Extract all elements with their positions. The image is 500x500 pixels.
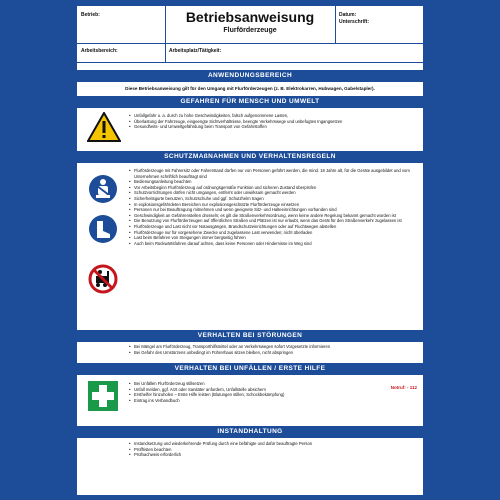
betriebsanweisung-sheet [77,6,423,495]
list-item: • Eintrag ins Verbandbuch [129,398,419,404]
list-item: • Personen nur bei Beauftragung mitnehmen und wenn geeignete Sitz- und Halteeinrichtungen vorhanden sind [129,207,419,213]
arbeitsplatz-label: Arbeitsplatz/Tätigkeit: [169,48,222,54]
schutz-list [129,168,419,246]
section-heading-instandhaltung: INSTANDHALTUNG [77,426,423,438]
unfaelle-list [129,381,419,403]
unterschrift-label: Unterschrift: [339,19,370,25]
arbeitsbereich-label: Arbeitsbereich: [81,48,118,54]
list-item: • Bei Gefahr des Umstürzens unbedingt im Führerhaus sitzen bleiben, nicht abspringen [129,350,419,356]
list-item: • Sicherheitsgurte benutzen, Schutzschuhe und ggf. Schutzhelm tragen [129,196,419,202]
safety-shoes-mandatory-icon [88,214,118,244]
list-item: • Last beim Befahren von Steigungen immer bergseitig führen [129,235,419,241]
list-item: • Bei Unfällen Flurförderzeug stillsetzen [129,381,419,387]
section-heading-anwendungsbereich: ANWENDUNGSBEREICH [77,70,423,82]
emergency-number: Notruf: - 112 [390,385,417,390]
unfaelle-section [77,377,423,417]
list-item: • In explosionsgefährdeten Bereichen nur explosionsgeschützte Flurförderzeuge einsetzen [129,202,419,208]
seatbelt-mandatory-icon [88,174,118,204]
list-item: • Schutzvorrichtungen dürfen nicht umgangen, entfernt oder unwirksam gemacht werden [129,190,419,196]
datum-label: Datum: [339,12,357,18]
gefahren-section [77,110,423,146]
no-passengers-prohibition-icon [88,264,118,294]
header-table [77,6,423,63]
gefahren-list [129,113,419,130]
list-item: • Prüfnachweis erforderlich [129,452,419,458]
list-item: • Die Benutzung von Flurförderzeugen auf öffentlichen Straßen und Plätzen ist nur erlaubt, wenn das Gerät für den Straßenverkehr zugelassen ist [129,218,419,224]
list-item: • Flurförderzeuge mit Fahrersitz oder Fahrerstand dürfen nur von Personen geführt werden, die mind. 18 Jahre alt, für die Geräte ausgebildet und vom Unternehmen schriftlich beauftragt sind [129,168,419,179]
section-heading-stoerungen: VERHALTEN BEI STÖRUNGEN [77,330,423,342]
list-item: • Ersthelfer hinzuholen – Erste Hilfe leisten (Blutungen stillen, Schockbekämpfung) [129,392,419,398]
list-item: • Überlastung der Fahrzeuge, eingeengte Sichtverhältnisse, beengte Verkehrswege und unbefugtes Ingangsetzen [129,119,419,125]
list-item: • Prüffristen beachten [129,447,419,453]
list-item: • Flurförderzeuge nur für vorgesehene Zwecke und zugelassene Last verwenden; nicht überladen [129,230,419,236]
document-title: Betriebsanweisung [185,9,315,25]
first-aid-icon [88,381,118,411]
list-item: • Unfall melden, ggf. Arzt oder Sanitäter anfordern, Unfallstelle absichern [129,387,419,393]
list-item: • Auch beim Rückwärtsfahren darauf achten, dass keine Personen oder Hindernisse im Weg sind [129,241,419,247]
stoerungen-list [129,344,419,355]
section-heading-unfaelle: VERHALTEN BEI UNFÄLLEN / ERSTE HILFE [77,363,423,375]
list-item: • Instandsetzung und wiederkehrende Prüfung durch eine befähigte und dafür beauftragte Person [129,441,419,447]
instandhaltung-list [129,441,419,458]
list-item: • Bei Mängel am Flurförderzeug, Transporthilfsmittel oder an Verkehrswegen sofort Vorgesetzte informieren [129,344,419,350]
document-subtitle: Flurförderzeuge [223,27,277,34]
list-item: • Bedienungsanleitung beachten [129,179,419,185]
scope-text: Diese Betriebsanweisung gilt für den Umgang mit Flurförderzeugen (z. B. Elektrokarren, Hubwagen, Gabelstapler). [125,86,375,91]
warning-triangle-icon [87,112,121,142]
list-item: • Unfallgefahr u. a. durch zu hohe Geschwindigkeiten, falsch aufgenommene Lasten, [129,113,419,119]
section-heading-schutzmassnahmen: SCHUTZMAßNAHMEN UND VERHALTENSREGELN [77,151,423,163]
schutz-section [77,166,423,326]
list-item: • Geschwindigkeit an Gefahrenstellen drosseln; es gilt die Straßenverkehrsordnung, wenn keine andere Regelung bekannt gemacht worden ist [129,213,419,219]
section-heading-gefahren: GEFAHREN FÜR MENSCH UND UMWELT [77,96,423,108]
list-item: • Flurförderzeuge und Last nicht vor Notausgängen, Brandschutzeinrichtungen oder auf Fluchtwegen abstellen [129,224,419,230]
betrieb-label: Betrieb: [81,12,100,18]
list-item: • Vor Arbeitsbeginn Flurförderzeug auf ordnungsgemäße Funktion und sicheren Zustand überprüfen [129,185,419,191]
list-item: • Gesundheits- und Umweltgefährdung beim Transport von Gefahrstoffen [129,124,419,130]
